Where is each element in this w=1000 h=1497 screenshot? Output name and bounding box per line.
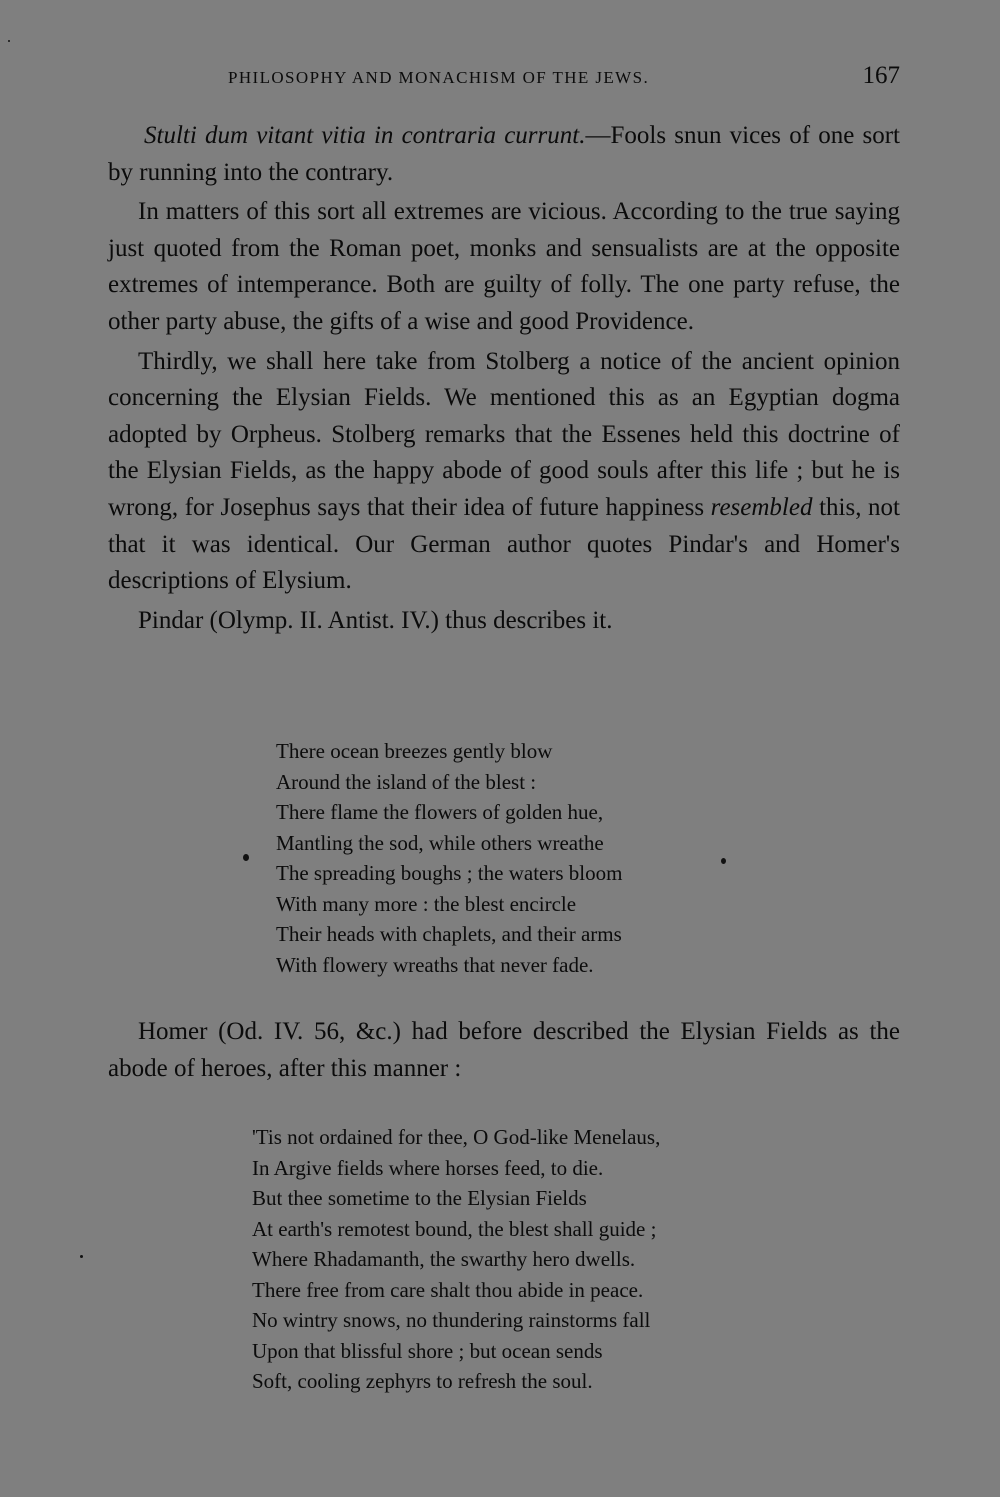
paragraph-homer-intro: Homer (Od. IV. 56, &c.) had before described the Elysian Fields as the abode of heroes, after this manner : — [108, 1018, 900, 1082]
ink-speck — [243, 854, 249, 861]
verse-line: There flame the flowers of golden hue, — [276, 800, 604, 824]
verse-homer — [252, 1122, 660, 1397]
latin-translation: —Fools snun vices of one sort by running into the contrary. — [108, 122, 900, 186]
paragraph-elysian-text-2: this, not that it was identical. Our German author quotes Pindar's and Homer's descriptions of Elysium. — [108, 493, 900, 595]
ink-speck — [8, 40, 10, 42]
paragraph-elysian-text-1: Thirdly, we shall here take from Stolberg a notice of the ancient opinion concerning the Elysian Fields. We mentioned this as an Egyptian dogma adopted by Orpheus. Stolberg remarks that the Essenes held this doctrine of the Elysian Fields, as the happy abode of good souls after this life ; but he is wrong, for Josephus says that their idea of future happiness — [108, 347, 900, 521]
verse-line: Around the island of the blest : — [276, 769, 537, 794]
page-header — [108, 64, 900, 100]
latin-quote: Stulti dum vitant vitia in contraria currunt. — [144, 122, 586, 149]
body-text — [108, 118, 900, 642]
verse-line: Their heads with chaplets, and their arms — [276, 922, 622, 946]
page-number: 167 — [862, 62, 900, 89]
paragraph-extremes: In matters of this sort all extremes are vicious. According to the true saying just quoted from the Roman poet, monks and sensualists are at the opposite extremes of intemperance. Both are guilty of folly. The one party refuse, the other party abuse, the gifts of a wise and good Providence. — [108, 198, 900, 335]
verse-line: At earth's remotest bound, the blest shall guide ; — [252, 1216, 657, 1241]
verse-line: Mantling the sod, while others wreathe — [276, 830, 604, 855]
paragraph-pindar-intro: Pindar (Olymp. II. Antist. IV.) thus describes it. — [138, 606, 613, 634]
verse-line: Where Rhadamanth, the swarthy hero dwells. — [252, 1247, 636, 1271]
verse-line: But thee sometime to the Elysian Fields — [252, 1186, 587, 1210]
verse-line: The spreading boughs ; the waters bloom — [276, 861, 623, 885]
verse-line: Soft, cooling zephyrs to refresh the soul. — [252, 1369, 593, 1393]
paragraph-latin-quote — [108, 118, 900, 191]
verse-line: No wintry snows, no thundering rainstorms fall — [252, 1308, 651, 1332]
verse-line: With many more : the blest encircle — [276, 891, 577, 916]
verse-line: There free from care shalt thou abide in peace. — [252, 1277, 644, 1302]
paragraph-elysian-fields — [108, 344, 900, 600]
italic-resembled: resembled — [710, 493, 813, 521]
verse-line: Upon that blissful shore ; but ocean sends — [252, 1338, 603, 1363]
running-head: PHILOSOPHY AND MONACHISM OF THE JEWS. — [228, 68, 650, 87]
verse-line: With flowery wreaths that never fade. — [276, 952, 594, 977]
verse-pindar — [276, 736, 622, 980]
verse-line: In Argive fields where horses feed, to die. — [252, 1155, 604, 1180]
verse-line: There ocean breezes gently blow — [276, 739, 553, 763]
verse-line: 'Tis not ordained for thee, O God-like Menelaus, — [252, 1125, 661, 1149]
ink-speck — [721, 858, 726, 864]
ink-speck — [80, 1255, 83, 1258]
